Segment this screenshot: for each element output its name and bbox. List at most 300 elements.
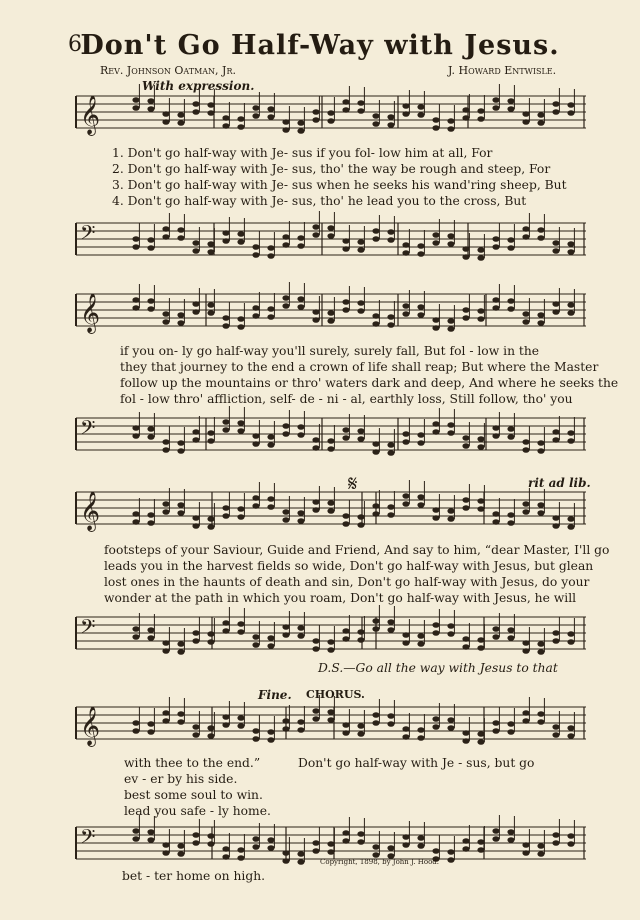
note-head [537,227,544,233]
note-head [282,431,289,437]
note-head [162,234,169,240]
note-head [327,118,334,124]
note-head [567,524,574,530]
note-head [147,512,154,518]
note-head [267,314,274,320]
note-head [477,444,484,450]
note-head [267,845,274,851]
note-head [462,435,469,441]
note-head [552,240,559,246]
note-head [387,114,394,120]
note-head [297,296,304,302]
note-head [312,309,319,315]
note-head [132,105,139,111]
note-head [567,110,574,116]
note-head [342,628,349,634]
note-head [342,246,349,252]
treble-staff-1 [76,96,586,136]
note-head [222,238,229,244]
note-head [567,302,574,308]
chorus-label: CHORUS. [306,688,365,701]
note-head [462,307,469,313]
note-head [492,519,499,525]
note-head [282,234,289,240]
note-head [462,315,469,321]
note-head [252,503,259,509]
bass-clef-icon: 𝄢 [80,221,96,249]
bass-staff-1 [76,223,586,263]
note-head [162,842,169,848]
note-head [432,240,439,246]
note-head [132,511,139,517]
note-head [552,732,559,738]
treble-staff-4 [76,707,586,747]
note-head [132,836,139,842]
verse2-line: 2. Don't go half-way with Je- sus, tho' the way be rough and steep, For [112,162,551,176]
note-head [417,641,424,647]
note-head [342,722,349,728]
note-head [447,118,454,124]
note-head [432,125,439,131]
note-head [297,727,304,733]
note-head [267,737,274,743]
note-head [297,243,304,249]
note-head [522,119,529,125]
note-head [372,720,379,726]
note-head [432,232,439,238]
note-head [297,859,304,865]
note-head [222,513,229,519]
note-head [207,249,214,255]
note-head [372,852,379,858]
note-head [312,232,319,238]
note-head [537,719,544,725]
note-head [402,311,409,317]
note-head [267,434,274,440]
note-head [327,233,334,239]
note-head [507,434,514,440]
note-head [492,305,499,311]
note-head [297,625,304,631]
note-head [417,843,424,849]
note-head [267,643,274,649]
note-head [552,724,559,730]
note-head [222,714,229,720]
note-head [237,420,244,426]
note-head [417,502,424,508]
note-head [432,421,439,427]
note-head [237,723,244,729]
note-head [192,515,199,521]
note-head [222,628,229,634]
note-head [402,303,409,309]
note-head [357,637,364,643]
note-head [297,510,304,516]
note-head [432,724,439,730]
note-head [417,727,424,733]
system3-lyrics [104,542,609,606]
note-head [387,619,394,625]
system1-lyrics [112,145,567,209]
note-head [552,515,559,521]
note-head [327,318,334,324]
note-head [507,106,514,112]
note-head [252,495,259,501]
note-head [327,500,334,506]
note-head [417,494,424,500]
note-head [237,116,244,122]
note-head [477,739,484,745]
note-head [147,426,154,432]
note-head [267,306,274,312]
note-head [237,316,244,322]
note-head [372,844,379,850]
note-head [252,736,259,742]
bass-staff-3 [76,617,586,657]
note-head [357,629,364,635]
verse1-line: if you on- ly go half-way you'll surely, surely fall, But fol - low in the [120,344,540,358]
note-head [552,101,559,107]
note-head [567,631,574,637]
note-head [132,305,139,311]
note-head [222,315,229,321]
note-head [432,325,439,331]
note-head [147,837,154,843]
note-head [552,523,559,529]
note-head [372,503,379,509]
note-head [162,119,169,125]
note-head [132,433,139,439]
note-head [192,523,199,529]
note-head [297,120,304,126]
verse2-line: leads you in the harvest fields so wide, Don't go half-way with Jesus, but glean [104,559,594,573]
note-head [492,105,499,111]
note-head [522,710,529,716]
note-head [237,324,244,330]
note-head [267,245,274,251]
note-head [222,722,229,728]
note-head [507,829,514,835]
note-head [237,847,244,853]
note-head [177,719,184,725]
note-head [522,439,529,445]
note-head [492,297,499,303]
note-head [477,255,484,261]
composer-credit: J. Howard Entwisle. [448,64,557,77]
note-head [147,721,154,727]
note-head [567,438,574,444]
note-head [342,636,349,642]
note-head [432,117,439,123]
tempo-marking: With expression. [142,79,255,93]
note-head [447,422,454,428]
note-head [552,109,559,115]
note-head [402,726,409,732]
note-head [327,438,334,444]
note-head [537,641,544,647]
note-head [432,515,439,521]
note-head [462,636,469,642]
note-head [237,715,244,721]
note-head [312,716,319,722]
note-head [567,639,574,645]
bass-lyrics: bet - ter home on high. [122,869,266,883]
note-head [177,440,184,446]
note-head [477,847,484,853]
note-head [252,728,259,734]
note-head [447,623,454,629]
note-head [282,858,289,864]
note-head [357,723,364,729]
note-head [432,622,439,628]
note-head [492,97,499,103]
note-head [267,729,274,735]
note-head [192,724,199,730]
note-head [402,842,409,848]
note-head [387,442,394,448]
note-head [147,237,154,243]
note-head [222,115,229,121]
note-head [147,245,154,251]
note-head [387,713,394,719]
note-head [132,728,139,734]
note-head [432,429,439,435]
note-head [207,725,214,731]
note-head [507,520,514,526]
note-head [492,626,499,632]
treble-clef-icon: 𝄞 [80,293,101,333]
note-head [432,507,439,513]
verse4-line: fol - low thro' affliction, self- de - ni - al, earthly loss, Still follow, tho' you [120,392,573,406]
note-head [192,840,199,846]
note-head [192,240,199,246]
note-head [267,635,274,641]
note-head [507,721,514,727]
note-head [552,248,559,254]
note-head [162,319,169,325]
note-head [147,729,154,735]
note-head [297,235,304,241]
note-head [357,522,364,528]
note-head [552,301,559,307]
note-head [357,108,364,114]
note-head [522,509,529,515]
note-head [327,717,334,723]
note-head [342,299,349,305]
note-head [477,645,484,651]
note-head [207,438,214,444]
note-head [237,855,244,861]
note-head [387,229,394,235]
verse3-line: 3. Don't go half-way with Je- sus when he seeks his wand'ring sheep, But [112,178,567,192]
note-head [507,298,514,304]
note-head [312,109,319,115]
note-head [297,518,304,524]
note-head [372,228,379,234]
note-head [297,633,304,639]
verse4-line: 4. Don't go half-way with Je- sus, tho' he lead you to the cross, But [112,194,527,208]
verse3-line: best some soul to win. [124,788,263,802]
system4-lyrics [124,755,271,819]
note-head [402,493,409,499]
note-head [417,735,424,741]
chorus-lyrics: Don't go half-way with Je - sus, but go [298,756,535,770]
note-head [357,731,364,737]
note-head [267,837,274,843]
note-head [462,505,469,511]
note-head [342,513,349,519]
note-head [477,247,484,253]
note-head [297,128,304,134]
note-head [222,505,229,511]
note-head [357,239,364,245]
note-head [462,738,469,744]
note-head [297,304,304,310]
verse4-line: lead you safe - ly home. [124,804,271,818]
note-head [447,631,454,637]
note-head [267,106,274,112]
note-head [177,120,184,126]
note-head [417,432,424,438]
note-head [132,519,139,525]
note-head [162,311,169,317]
note-head [402,111,409,117]
note-head [507,512,514,518]
note-head [282,624,289,630]
note-head [387,314,394,320]
note-head [372,113,379,119]
note-head [327,446,334,452]
note-head [432,317,439,323]
note-head [132,626,139,632]
note-head [177,227,184,233]
note-head [522,111,529,117]
treble-staff-2 [76,294,586,334]
note-head [342,521,349,527]
note-head [267,504,274,510]
note-head [477,116,484,122]
note-head [222,419,229,425]
note-head [537,843,544,849]
note-head [237,239,244,245]
note-head [372,121,379,127]
note-head [282,517,289,523]
note-head [477,308,484,314]
note-head [207,631,214,637]
note-head [312,708,319,714]
note-head [312,507,319,513]
note-head [252,433,259,439]
note-head [507,98,514,104]
note-head [417,835,424,841]
note-head [567,241,574,247]
note-head [552,309,559,315]
note-head [387,512,394,518]
note-head [447,725,454,731]
note-head [342,427,349,433]
note-head [177,112,184,118]
note-head [402,439,409,445]
note-head [447,318,454,324]
note-head [282,242,289,248]
note-head [252,252,259,258]
note-head [537,502,544,508]
note-head [537,510,544,516]
note-head [162,509,169,515]
note-head [132,236,139,242]
note-head [177,641,184,647]
note-head [327,310,334,316]
note-head [177,502,184,508]
note-head [297,424,304,430]
note-head [147,829,154,835]
note-head [357,436,364,442]
note-head [462,443,469,449]
bass-clef-icon: 𝄢 [80,615,96,643]
note-head [432,716,439,722]
note-head [447,857,454,863]
note-head [567,249,574,255]
note-head [357,831,364,837]
bass-clef-icon: 𝄢 [80,416,96,444]
note-head [492,836,499,842]
note-head [567,725,574,731]
note-head [417,112,424,118]
verse3-line: lost ones in the haunts of death and sin, Don't go half-way with Jesus, do your [104,575,590,589]
note-head [417,304,424,310]
note-head [537,711,544,717]
note-head [162,447,169,453]
dal-segno-text: D.S.—Go all the way with Jesus to that [318,661,558,675]
verse1-line: with thee to the end.” [124,756,261,770]
note-head [447,849,454,855]
rit-marking: rit ad lib. [528,476,591,490]
note-head [162,710,169,716]
note-head [327,110,334,116]
note-head [372,626,379,632]
note-head [237,621,244,627]
verse4-line: wonder at the path in which you roam, Don't go half-way with Jesus, he will [104,591,577,605]
note-head [492,511,499,517]
note-head [477,316,484,322]
note-head [192,437,199,443]
note-head [462,107,469,113]
note-head [147,306,154,312]
note-head [312,224,319,230]
note-head [462,838,469,844]
treble-clef-icon: 𝄞 [80,95,101,135]
note-head [132,720,139,726]
note-head [462,730,469,736]
note-head [387,845,394,851]
note-head [132,828,139,834]
note-head [162,226,169,232]
note-head [492,828,499,834]
note-head [507,237,514,243]
note-head [132,634,139,640]
note-head [372,321,379,327]
note-head [192,832,199,838]
note-head [297,851,304,857]
note-head [177,510,184,516]
note-head [507,306,514,312]
note-head [252,305,259,311]
note-head [312,638,319,644]
note-head [147,434,154,440]
note-head [327,849,334,855]
note-head [327,709,334,715]
note-head [207,516,214,522]
